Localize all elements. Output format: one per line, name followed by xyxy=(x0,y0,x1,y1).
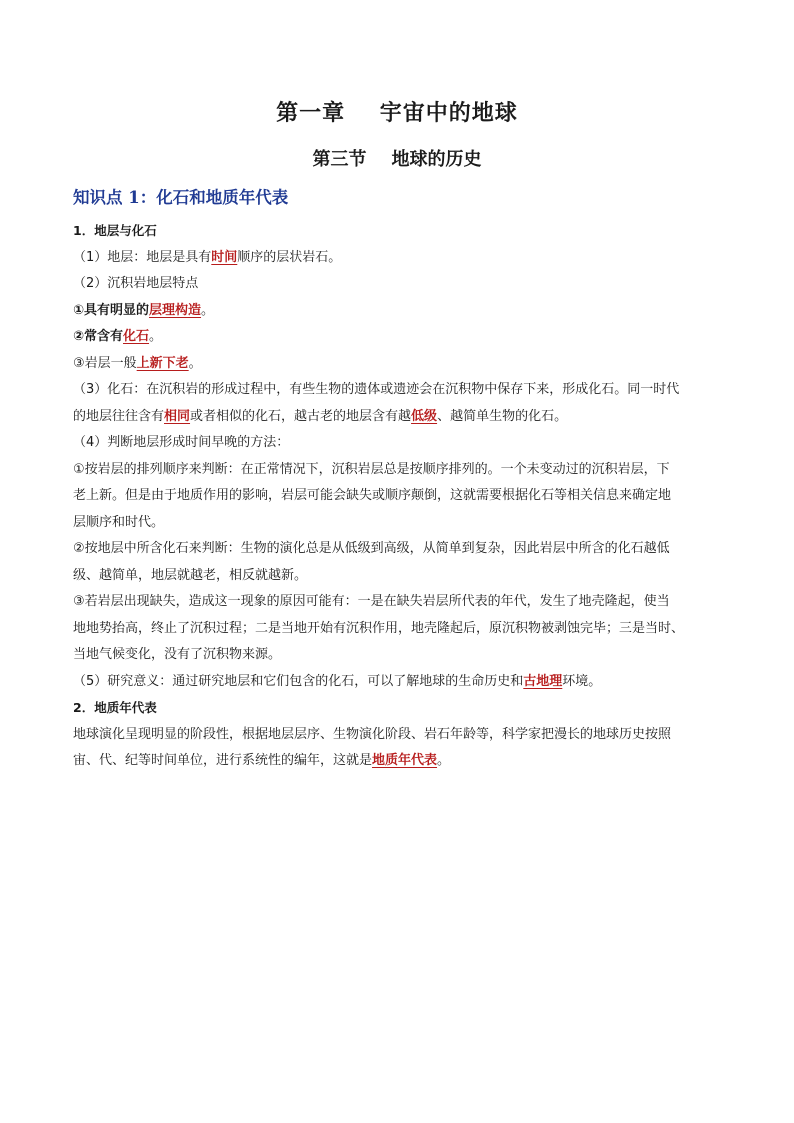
subsection-heading-strata-fossils: 1．地层与化石 xyxy=(73,223,157,238)
paragraph-time-scale-line-2 xyxy=(73,748,725,775)
highlight-term: 古地理 xyxy=(523,673,563,689)
text: ②常含有 xyxy=(73,329,124,344)
chapter-title: 第一章 宇宙中的地球 xyxy=(276,100,518,126)
text: 。 xyxy=(201,302,215,318)
document-body xyxy=(73,218,725,775)
text: ①具有明显的 xyxy=(73,302,150,318)
subsection-heading-geologic-time-scale: 2．地质年代表 xyxy=(73,700,157,715)
text: 宙、代、纪等时间单位，进行系统性的编年，这就是 xyxy=(73,753,373,768)
text: （1）地层：地层是具有 xyxy=(73,249,212,265)
text: 。 xyxy=(437,753,451,768)
highlight-term: 时间 xyxy=(211,249,238,265)
text: 。 xyxy=(149,329,163,344)
method-2-line-2: 级、越简单，地层就越老，相反就越新。 xyxy=(73,567,308,583)
text: 顺序的层状岩石。 xyxy=(237,249,342,265)
highlight-term: 上新下老 xyxy=(136,355,189,371)
text: 环境。 xyxy=(562,673,602,689)
text: （5）研究意义：通过研究地层和它们包含的化石，可以了解地球的生命历史和 xyxy=(73,673,524,689)
highlight-term: 层理构造 xyxy=(149,302,202,318)
method-1-line-2: 老上新。但是由于地质作用的影响，岩层可能会缺失或顺序颠倒，这就需要根据化石等相关信息来确定地 xyxy=(73,488,672,503)
highlight-term: 低级 xyxy=(411,408,438,424)
text: 的地层往往含有 xyxy=(73,408,165,424)
method-3-line-2: 地地势抬高，终止了沉积过程；二是当地开始有沉积作用，地壳隆起后，原沉积物被剥蚀完毕；三是当时、 xyxy=(73,620,685,636)
paragraph-time-scale-line-1: 地球演化呈现明显的阶段性，根据地层层序、生物演化阶段、岩石年龄等，科学家把漫长的地球历史按照 xyxy=(73,726,672,742)
list-item-layer-order xyxy=(73,351,725,378)
knowledge-point-heading: 知识点 1：化石和地质年代表 xyxy=(73,188,289,207)
text: 或者相似的化石，越古老的地层含有越 xyxy=(190,408,412,424)
text: ③岩层一般 xyxy=(73,355,137,371)
highlight-term: 相同 xyxy=(164,408,191,424)
method-3-line-3: 当地气候变化，没有了沉积物来源。 xyxy=(73,647,282,662)
method-3-line-1: ③若岩层出现缺失，造成这一现象的原因可能有：一是在缺失岩层所代表的年代，发生了地壳隆起，使当 xyxy=(73,594,670,609)
list-item-fossils xyxy=(73,324,725,351)
highlight-term: 化石 xyxy=(123,329,150,344)
method-1-line-3: 层顺序和时代。 xyxy=(73,514,165,530)
paragraph-fossil-line-1: （3）化石：在沉积岩的形成过程中，有些生物的遗体或遗迹会在沉积物中保存下来，形成化石。同一时代 xyxy=(73,382,680,397)
text: 、越简单生物的化石。 xyxy=(437,408,568,424)
paragraph-dating-methods: （4）判断地层形成时间早晚的方法： xyxy=(73,435,290,450)
text: 。 xyxy=(188,355,202,371)
list-item-bedding xyxy=(73,298,725,325)
method-2-line-1: ②按地层中所含化石来判断：生物的演化总是从低级到高级，从简单到复杂，因此岩层中所含的化石越低 xyxy=(73,541,670,556)
paragraph-strata-definition xyxy=(73,245,725,272)
method-1-line-1: ①按岩层的排列顺序来判断：在正常情况下，沉积岩层总是按顺序排列的。一个未变动过的沉积岩层，下 xyxy=(73,461,670,477)
paragraph-fossil-line-2 xyxy=(73,404,725,431)
section-title: 第三节 地球的历史 xyxy=(312,149,482,170)
paragraph-research-significance xyxy=(73,669,725,696)
paragraph-sedimentary-features: （2）沉积岩地层特点 xyxy=(73,276,199,291)
highlight-term: 地质年代表 xyxy=(372,753,438,768)
